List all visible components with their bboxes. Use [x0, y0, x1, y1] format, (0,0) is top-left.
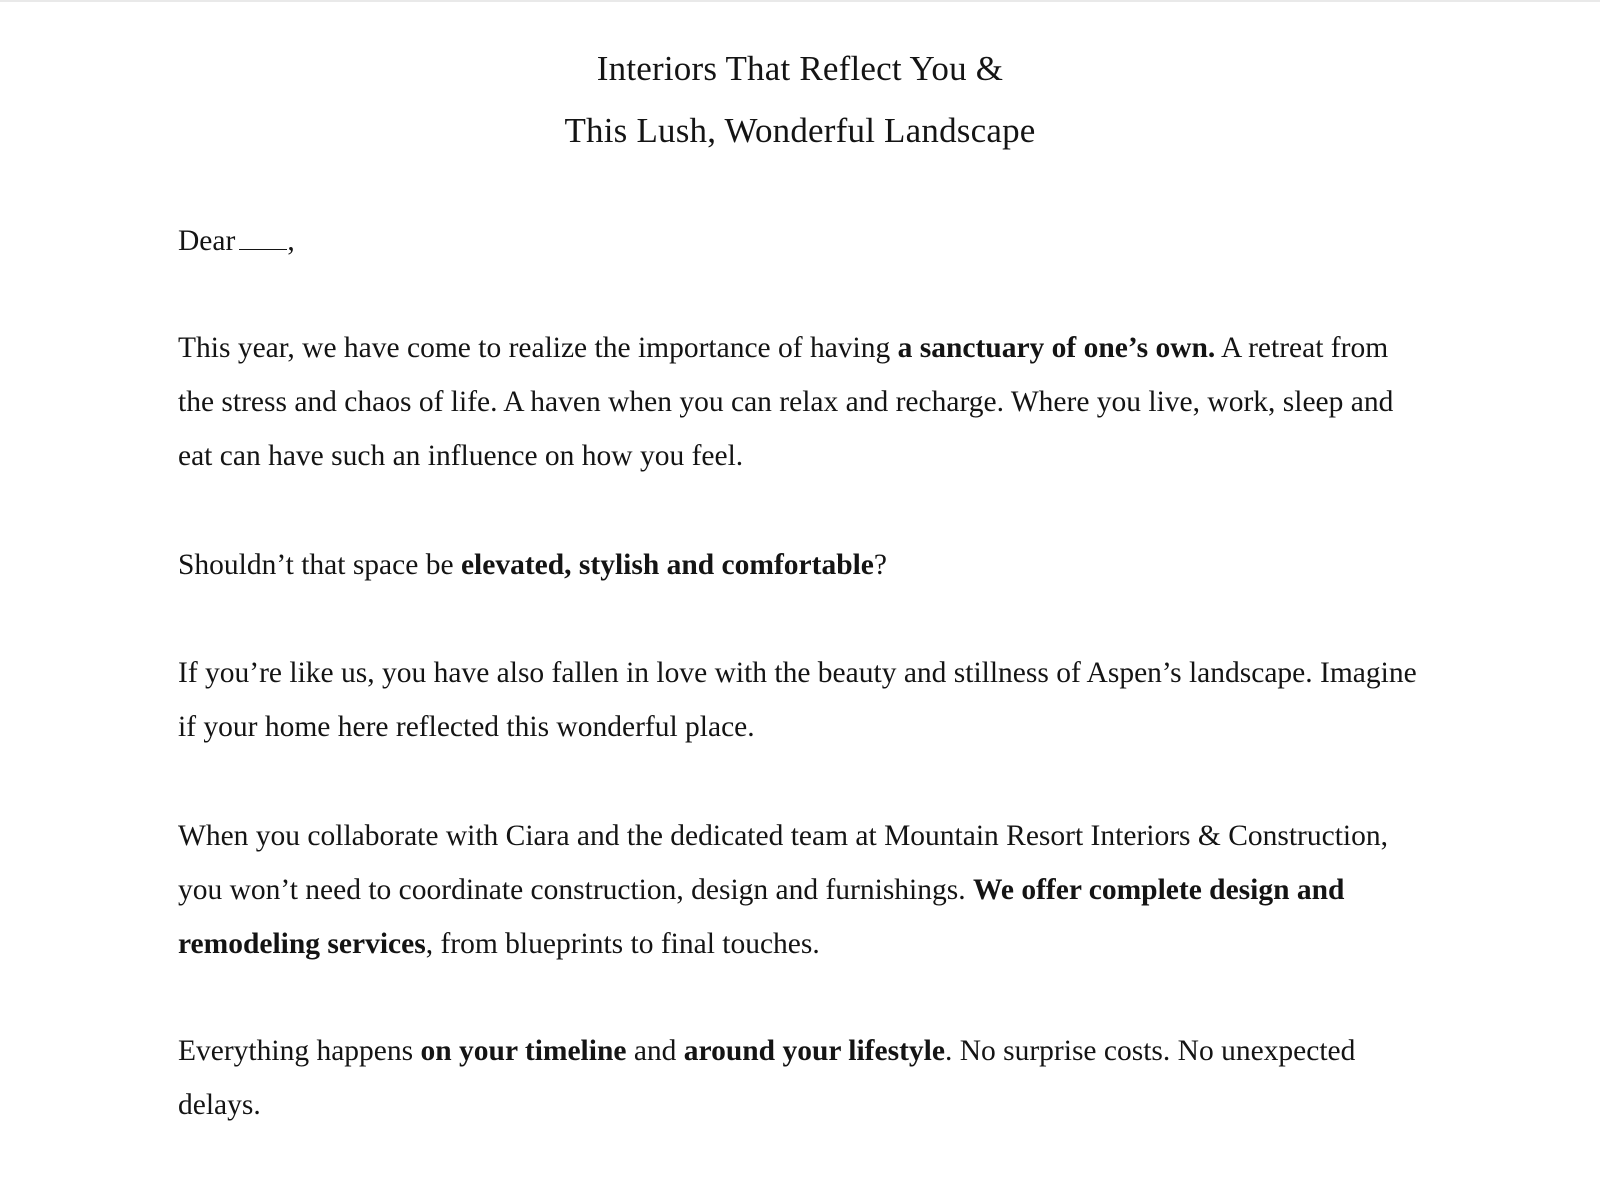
recipient-blank — [239, 225, 287, 250]
p3-text: If you’re like us, you have also fallen in love with the beauty and stillness of Aspen’s landscape. Imagine if your home here reflected this wonderful place. — [178, 657, 1417, 743]
salutation — [178, 214, 1428, 268]
p1-text-c: A retreat from the stress and chaos of life. A haven when you can relax and recharge. Where you live, work, sleep and eat can have such an influence on how you feel. — [178, 332, 1394, 472]
title-line-2: This Lush, Wonderful Landscape — [564, 111, 1036, 150]
paragraph-services — [178, 809, 1428, 971]
p2-text-c: ? — [873, 549, 887, 581]
title-line-1: Interiors That Reflect You & — [596, 49, 1004, 88]
p4-bold-services: We offer complete design and remodeling services — [178, 874, 1345, 960]
paragraph-sanctuary — [178, 321, 1428, 483]
document-title — [0, 38, 1600, 162]
p1-text-a: This year, we have come to realize the importance of having — [178, 332, 898, 364]
p5-bold-lifestyle: around your lifestyle — [683, 1035, 945, 1067]
paragraph-question — [178, 538, 1428, 592]
p1-bold-sanctuary: a sanctuary of one’s own. — [897, 332, 1216, 364]
paragraph-timeline — [178, 1024, 1428, 1132]
salutation-word: Dear — [178, 225, 236, 257]
p5-text-c: and — [626, 1035, 684, 1067]
p5-text-e: . No surprise costs. No unexpected delays. — [178, 1035, 1356, 1121]
paragraph-landscape — [178, 646, 1428, 754]
p5-text-a: Everything happens — [178, 1035, 421, 1067]
p4-text-c: , from blueprints to final touches. — [425, 928, 820, 960]
p5-bold-timeline: on your timeline — [420, 1035, 627, 1067]
p2-bold-elevated: elevated, stylish and comfortable — [460, 549, 874, 581]
p2-text-a: Shouldn’t that space be — [178, 549, 461, 581]
p4-text-a: When you collaborate with Ciara and the dedicated team at Mountain Resort Interiors & Construction, you won’t need to coordinate construction, design and furnishings. — [178, 820, 1388, 906]
salutation-punct: , — [287, 225, 295, 257]
